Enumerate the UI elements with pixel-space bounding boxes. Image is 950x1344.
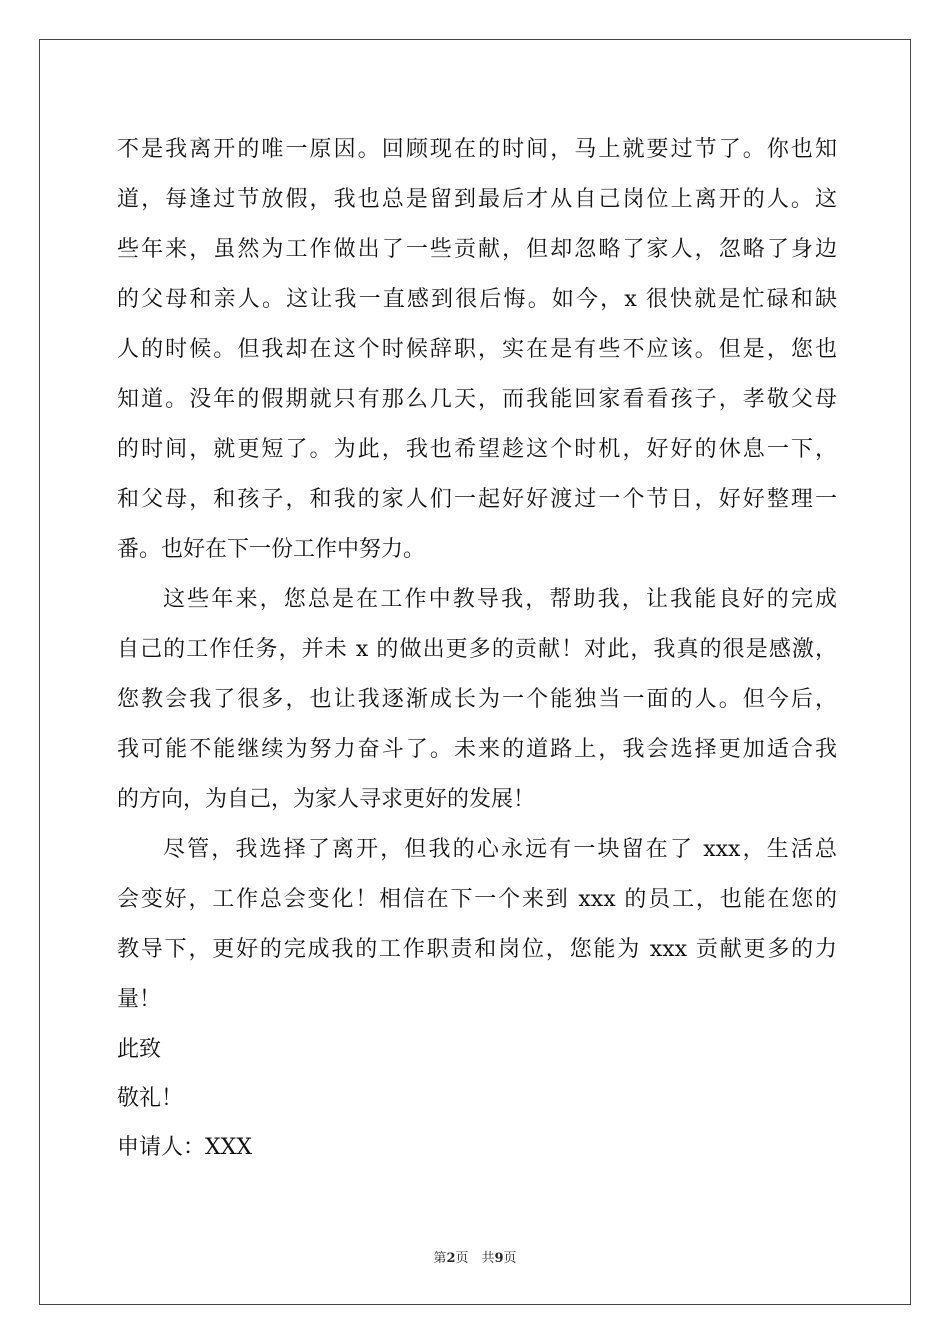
text-line: 人的时候。但我却在这个时候辞职，实在是有些不应该。但是，您也 (117, 337, 837, 362)
paragraph-3 (117, 825, 837, 1025)
text-line: 这些年来，您总是在工作中教导我，帮助我，让我能良好的完成 (163, 587, 837, 612)
page-total: 9 (494, 1251, 504, 1266)
text-line: 教导下，更好的完成我的工作职责和岗位，您能为 xxx 贡献更多的力 (117, 937, 837, 962)
letter-body (117, 125, 837, 1172)
paragraph-2 (117, 575, 837, 825)
text-line: 和父母，和孩子，和我的家人们一起好好渡过一个节日，好好整理一 (117, 487, 837, 512)
text-line: 量！ (117, 987, 162, 1012)
text-line: 番。也好在下一份工作中努力。 (117, 537, 426, 562)
salutation-line-1: 此致 (117, 1037, 162, 1062)
page-prefix: 第 (433, 1251, 447, 1266)
applicant-signature: 申请人：XXX (117, 1135, 252, 1160)
text-line: 尽管，我选择了离开，但我的心永远有一块留在了 xxx，生活总 (163, 837, 837, 862)
text-line: 我可能不能继续为努力奋斗了。未来的道路上，我会选择更加适合我 (117, 737, 837, 762)
text-line: 自己的工作任务，并未 x 的做出更多的贡献！对此，我真的很是感激， (117, 637, 837, 662)
text-line: 道，每逢过节放假，我也总是留到最后才从自己岗位上离开的人。这 (117, 187, 837, 212)
page-current: 2 (446, 1251, 456, 1266)
text-line: 的方向，为自己，为家人寻求更好的发展！ (117, 787, 536, 812)
page-suffix: 页 (503, 1251, 517, 1266)
text-line: 会变好，工作总会变化！相信在下一个来到 xxx 的员工，也能在您的 (117, 887, 837, 912)
page-mid: 页 共 (455, 1251, 495, 1266)
text-line: 您教会我了很多，也让我逐渐成长为一个能独当一面的人。但今后， (117, 687, 837, 712)
paragraph-1 (117, 125, 837, 575)
text-line: 的父母和亲人。这让我一直感到很后悔。如今，x 很快就是忙碌和缺 (117, 287, 837, 312)
text-line: 不是我离开的唯一原因。回顾现在的时间，马上就要过节了。你也知 (117, 137, 837, 162)
text-line: 的时间，就更短了。为此，我也希望趁这个时机，好好的休息一下， (117, 437, 837, 462)
text-line: 知道。没年的假期就只有那么几天，而我能回家看看孩子，孝敬父母 (117, 387, 837, 412)
salutation-line-2: 敬礼！ (117, 1086, 184, 1111)
page-footer (0, 1247, 950, 1266)
text-line: 些年来，虽然为工作做出了一些贡献，但却忽略了家人，忽略了身边 (117, 237, 837, 262)
